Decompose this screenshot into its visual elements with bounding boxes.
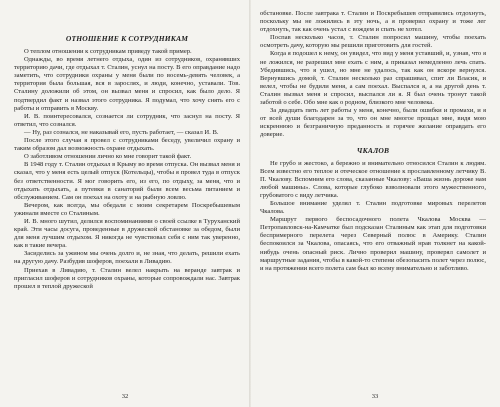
paragraph: Приехав в Ливадию, т. Сталин велел накрыть на веранде завтрак и пригласил шоферов и сотрудников охраны, которые сопровождали нас. Завтрак прошел в теплой дружеской [14, 266, 240, 290]
paragraph: И. В. много шутил, делился воспоминаниями о своей ссылке в Туруханский край. Эти часы досуга, проведенные в дружеской обстановке за обедом, были для меня лучшим отдыхом. Я никогда не чувствовал себя с ним так уверенно, как в такие вечера. [14, 217, 240, 250]
paragraph: Однажды, во время летнего отдыха, один из сотрудников, охранявших территорию дачи, где отдыхал т. Сталин, уснул на посту. В его оправдание надо заметить, что сотрудники охраны у меня были по восемь-девять человек, а территория была большая, вся в зарослях, и люди, конечно, уставали. Тов. Сталину доложили об этом, он вызвал меня и спросил, как было дело. Я подтвердил факт и назвал этого сотрудника. Я подумал, что хочу снять его с работы и отправить в Москву. [14, 56, 240, 112]
paragraph: Когда я подошел к нему, он увидел, что вид у меня уставший, и, узнав, что я не ложился, не разрешил мне ехать с ним, а приказал немедленно лечь спать. Убедившись, что я ушел, но мне не удалось, так как он вскоре вернулся. Вернувшись домой, т. Сталин несколько раз спрашивал, спит ли Власик, и велел, чтобы не будили меня, а сам поехал. Выспался я, а на другой день т. Сталин вызвал меня и спросил, выспался ли я. Я был очень тронут такой заботой о себе. Обо мне как о родном, близкого мне человека. [260, 50, 486, 107]
paragraph: — Ну, раз сознался, не наказывай его, пусть работает, — сказал И. В. [24, 128, 219, 136]
page-number-left: 32 [121, 393, 129, 400]
paragraph: О заботливом отношении лично ко мне говорит такой факт. [24, 153, 192, 161]
paragraph: За двадцать пять лет работы у меня, конечно, были ошибки и промахи, и я от всей души благодарен за то, что он мне многое прощал мне, видя мою искреннюю и безграничную преданность и горячее желание оправдать его доверие. [260, 107, 486, 139]
paragraph: О теплом отношении к сотрудникам приведу такой пример. [24, 48, 192, 55]
paragraph: Вечером, как всегда, мы обедали с моим секретарем Поскребышевым ужинали вместе со Сталиным. [14, 201, 240, 217]
paragraph: Маршрут первого беспосадочного полета Чкалова Москва — Петропавловск-на-Камчатке был подсказан Сталиным как этап для подготовки беспримерного перелета через Северный полюс в Америку. Сталин беспокоился за Чкалова, опасаясь, что его отважный нрав толкнет на какой-нибудь очень опасный риск. Лично проверил машину, проверял самолет и маршрутные задания, чтобы в какой-то степени обезопасить полет через полюс, и на протяжении всего полета сам был ко всему внимательно и заботливо. [260, 216, 486, 272]
page-number-right: 33 [371, 393, 379, 400]
paragraph: В 1948 году т. Сталин отдыхал в Крыму во время отпуска. Он вызвал меня и сказал, что у меня есть целый отпуск (Котельцы), чтобы я провел туда в отпуск без ответственности. Я мог говорить его, из его, по отдыху, за меня, что и отдыхать отдыхать, а путевки в санаторий были всем весьма питанием и обслуживанием. Сам он поехал на охоту и на рыбную ловлю. [14, 161, 240, 201]
paragraph: Засиделись за ужином мы очень долго и, не зная, что делать, решили ехать на другую дачу. Разбудив шоферов, поехали в Ливадию. [14, 250, 240, 266]
paragraph: Не грубо и жестоко, а бережно и внимательно относился Сталин к людям. Всем известно его теплое и отеческое отношение к прославленному летчику В. П. Чкалову. Вспомним его слова, сказанные Чкалову: «Ваша жизнь дороже нам любой машины». Слова, которые глубоко взволновали этого мужественного, грубоватого с виду летчика. [260, 159, 486, 199]
paragraph: После этого случая я провел с сотрудниками беседу, увеличил охрану и таким образом дал возможность охране отдыхать. [14, 137, 240, 153]
paragraph: Большое внимание уделял т. Сталин подготовке мировых перелетов Чкалова. [260, 199, 486, 216]
section-heading-attitude: ОТНОШЕНИЕ К СОТРУДНИКАМ [65, 34, 189, 43]
paragraph: Поспав несколько часов, т. Сталин попросил машину, чтобы поехать осмотреть дачу, которую мы решили приготовить для гостей. [260, 34, 486, 50]
paragraph: И. В. поинтересовался, сознается ли сотрудник, что заснул на посту. Я ответил, что сознался. [14, 112, 240, 128]
paragraph: обстановке. После завтрака т. Сталин и Поскребышев отправились отдохнуть, поскольку мы не ложились в эту ночь, а я проверил охрану и тоже лег отдохнуть, так как очень устал с вождем и спать не хотел. [260, 10, 486, 34]
section-heading-chkalov: ЧКАЛОВ [356, 145, 390, 155]
right-page [250, 0, 500, 407]
